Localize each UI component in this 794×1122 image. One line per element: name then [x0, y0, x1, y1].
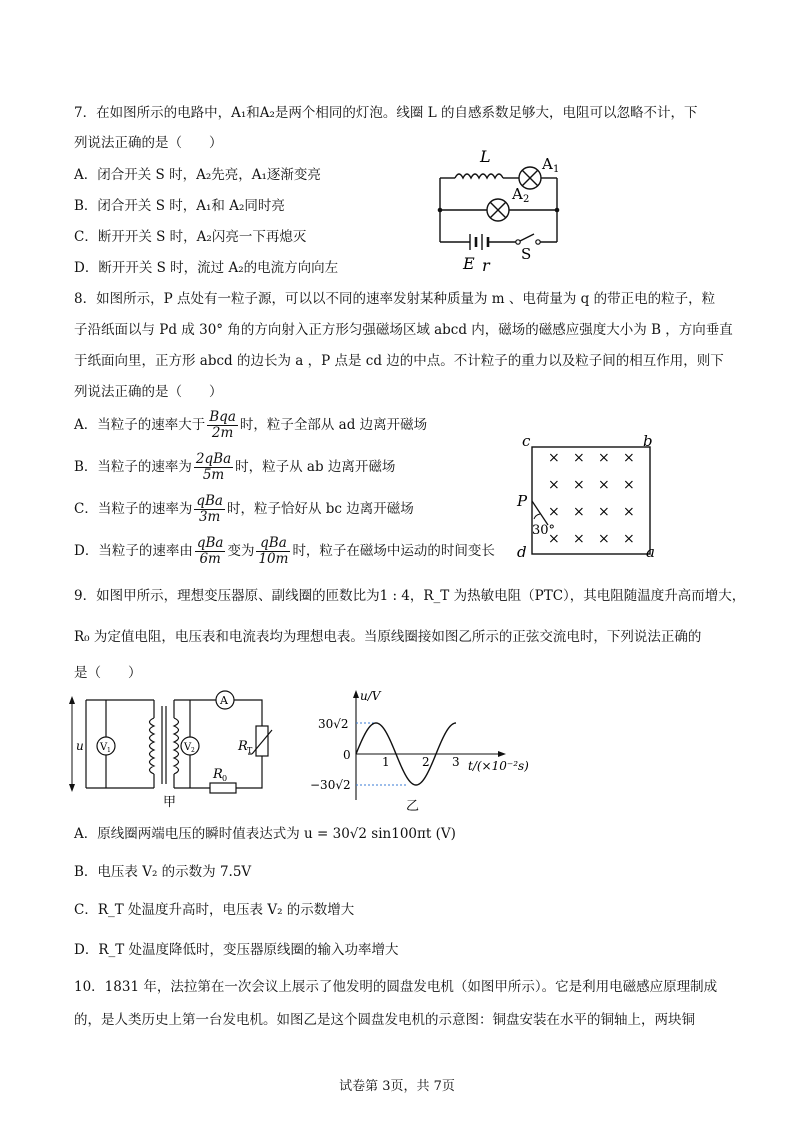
- q9-label-rt: R: [238, 739, 248, 754]
- q8-stem-line3: 于纸面向里，正方形 abcd 的边长为 a ，P 点是 cd 边的中点。不计粒子的重力以及粒子间的相互作用，则下: [74, 353, 724, 369]
- q7-label-a2-sub: 2: [523, 194, 530, 205]
- q8-magnetic-field-diagram: [512, 434, 662, 564]
- q8-label-c: c: [522, 434, 531, 450]
- q8-field-cross-1-2: ×: [598, 477, 610, 493]
- q8-label-b: b: [643, 434, 653, 450]
- q10-stem-line1: 10．1831 年，法拉第在一次会议上展示了他发明的圆盘发电机（如图甲所示）。它是利用电磁感应原理制成: [74, 979, 718, 995]
- q7-circuit-diagram: [430, 142, 570, 282]
- q9-xtick-1: 1: [382, 755, 390, 769]
- q9-xtick-3: 3: [452, 755, 460, 769]
- q8-field-cross-2-0: ×: [548, 504, 560, 520]
- q9-label-rt-sub: T: [247, 746, 253, 755]
- q8-option-b: B．当粒子的速率为 $\frac{\text{2qBa}}{5m}$ 时，粒子从 ab 边离开磁场: [74, 451, 396, 483]
- q8-stem-line1: 8．如图所示，P 点处有一粒子源，可以以不同的速率发射某种质量为 m 、电荷量为 q 的带正电的粒子，粒: [74, 291, 716, 307]
- q7-option-a: A．闭合开关 S 时，A₂先亮，A₁逐渐变亮: [74, 167, 321, 183]
- q9-option-c: C．R_T 处温度升高时，电压表 V₂ 的示数增大: [74, 902, 355, 918]
- q7-label-e: E: [463, 254, 475, 273]
- q9-xtick-2: 2: [422, 755, 430, 769]
- q8-label-angle: 30°: [532, 523, 556, 538]
- q9-transformer-circuit: [66, 688, 286, 810]
- q9-sine-wave-graph: [298, 688, 538, 813]
- q9-label-v2: V: [184, 742, 192, 753]
- q9-caption-yi: 乙: [406, 799, 420, 813]
- q7-option-d: D．断开开关 S 时，流过 A₂的电流方向向左: [74, 260, 339, 276]
- q9-axis-label-u: u/V: [360, 689, 381, 703]
- q8-option-d-fraction1: $\frac{\text{qBa}}{6m}$: [196, 535, 224, 567]
- q8-label-p: P: [517, 492, 528, 510]
- q10-stem-line2: 的，是人类历史上第一台发电机。如图乙是这个圆盘发电机的示意图：铜盘安装在水平的铜轴上，两块铜: [74, 1012, 695, 1028]
- q9-label-v1-sub: 1: [107, 747, 111, 754]
- q9-ytick-pos: 30√2: [318, 717, 349, 731]
- q9-label-v1: V: [100, 742, 108, 753]
- q7-label-s: S: [521, 245, 532, 263]
- q8-option-a: A．当粒子的速率大于 $\frac{\text{Bqa}}{2m}$ 时，粒子全部从 ad 边离开磁场: [74, 409, 428, 441]
- q8-cross-grid: [548, 450, 635, 547]
- q7-label-r: r: [482, 256, 490, 275]
- q9-label-u: u: [76, 739, 84, 753]
- q8-option-a-fraction: $\frac{\text{Bqa}}{2m}$: [209, 409, 236, 441]
- q8-field-cross-1-0: ×: [548, 477, 560, 493]
- q8-stem-line2: 子沿纸面以与 Pd 成 30° 角的方向射入正方形匀强磁场区域 abcd 内，磁场的磁感应强度大小为 B ，方向垂直: [74, 322, 733, 338]
- q8-option-d: D．当粒子的速率由 $\frac{\text{qBa}}{6m}$ 变为 $\frac{\text{qBa}}{10m}$ 时，粒子在磁场中运动的时间变长: [74, 535, 495, 567]
- q8-field-cross-2-1: ×: [573, 504, 585, 520]
- q8-option-d-fraction2: $\frac{\text{qBa}}{10m}$: [258, 535, 289, 567]
- q9-label-r0-sub: 0: [222, 774, 228, 783]
- q7-label-a1-sub: 1: [553, 164, 560, 175]
- q9-option-b: B．电压表 V₂ 的示数为 7.5V: [74, 864, 252, 880]
- q8-field-cross-3-2: ×: [598, 531, 610, 547]
- q9-stem-line2: R₀ 为定值电阻，电压表和电流表均为理想电表。当原线圈接如图乙所示的正弦交流电时，下列说法正确的: [74, 629, 702, 645]
- q8-option-c: C．当粒子的速率为 $\frac{\text{qBa}}{3m}$ 时，粒子恰好从 bc 边离开磁场: [74, 493, 414, 525]
- q8-field-cross-2-3: ×: [623, 504, 635, 520]
- q8-option-c-fraction: $\frac{\text{qBa}}{3m}$: [196, 493, 223, 525]
- q9-stem-line1: 9．如图甲所示，理想变压器原、副线圈的匝数比为1 : 4，R_T 为热敏电阻（PTC），其电阻随温度升高而增大，: [74, 588, 746, 604]
- q8-field-cross-0-2: ×: [598, 450, 610, 466]
- q8-field-cross-3-0: ×: [548, 531, 560, 547]
- q7-option-c: C．断开开关 S 时，A₂闪亮一下再熄灭: [74, 229, 307, 245]
- q8-field-cross-3-3: ×: [623, 531, 635, 547]
- q8-option-b-fraction: $\frac{\text{2qBa}}{5m}$: [195, 451, 232, 483]
- q9-ytick-neg: −30√2: [310, 778, 351, 792]
- q7-label-a2: A: [512, 185, 523, 203]
- q8-field-cross-3-1: ×: [573, 531, 585, 547]
- q9-option-a: A．原线圈两端电压的瞬时值表达式为 u = 30√2 sin100πt (V): [74, 826, 456, 842]
- q7-stem-line1: 7．在如图所示的电路中，A₁和A₂是两个相同的灯泡。线圈 L 的自感系数足够大，电阻可以忽略不计，下: [74, 105, 698, 121]
- q9-label-ammeter: A: [220, 694, 228, 707]
- q8-field-cross-0-1: ×: [573, 450, 585, 466]
- q7-option-b: B．闭合开关 S 时，A₁和 A₂同时亮: [74, 198, 285, 214]
- q7-label-l: L: [480, 147, 491, 166]
- q8-field-cross-2-2: ×: [598, 504, 610, 520]
- q8-field-cross-1-3: ×: [623, 477, 635, 493]
- q8-field-cross-1-1: ×: [573, 477, 585, 493]
- q9-label-v2-sub: 2: [191, 747, 195, 754]
- q8-field-cross-0-0: ×: [548, 450, 560, 466]
- q7-label-a1: A: [542, 155, 553, 173]
- q9-option-d: D．R_T 处温度降低时，变压器原线圈的输入功率增大: [74, 942, 399, 958]
- q9-caption-jia: 甲: [163, 795, 177, 810]
- q9-ytick-zero: 0: [343, 748, 351, 762]
- q9-label-r0: R: [213, 767, 223, 782]
- q9-stem-line3: 是（ ）: [74, 665, 142, 681]
- q7-stem-line2: 列说法正确的是（ ）: [74, 135, 223, 151]
- q8-field-cross-0-3: ×: [623, 450, 635, 466]
- page-footer: 试卷第 3页，共 7页: [339, 1079, 455, 1094]
- q9-axis-label-t: t/(×10⁻²s): [468, 759, 529, 773]
- q8-label-a: a: [646, 543, 655, 561]
- q8-label-d: d: [517, 543, 527, 561]
- q8-stem-line4: 列说法正确的是（ ）: [74, 384, 223, 400]
